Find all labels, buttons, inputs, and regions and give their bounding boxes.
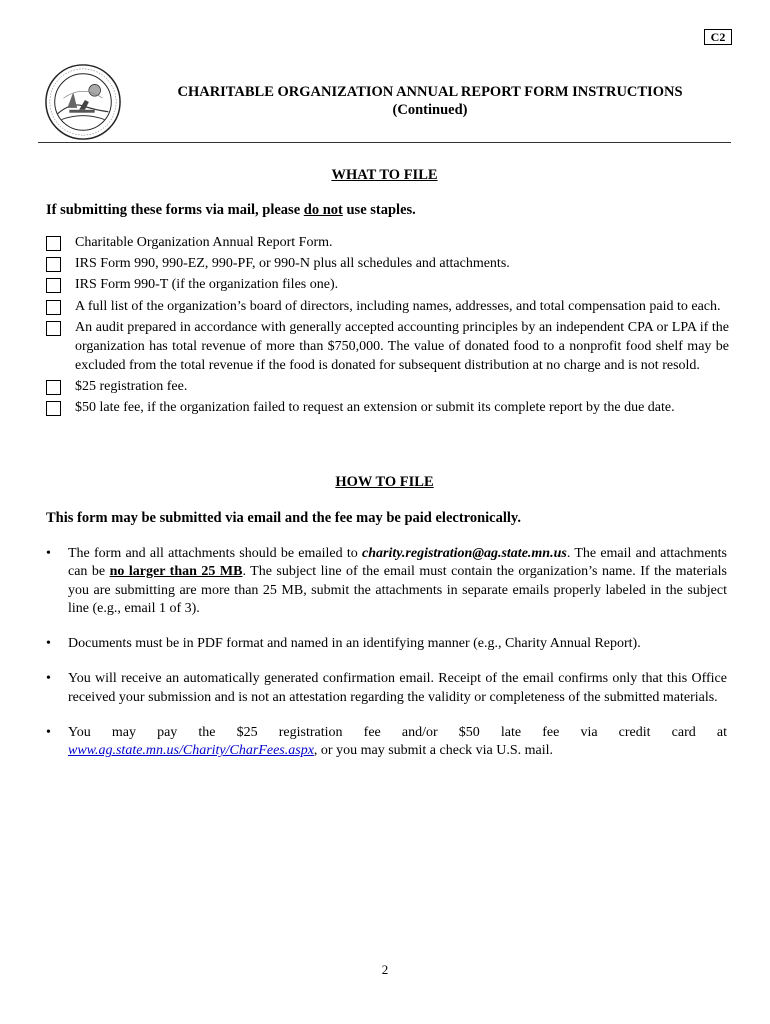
pdf-format-instruction: Documents must be in PDF format and named in an identifying manner (e.g., Charity Annual Report). <box>68 636 641 652</box>
form-title-block <box>150 83 710 119</box>
bullet-icon: • <box>46 671 51 687</box>
bullet-icon: • <box>46 636 51 652</box>
header-divider <box>38 142 731 143</box>
checklist-item <box>46 298 729 317</box>
mail-instruction <box>46 202 416 219</box>
checklist-item <box>46 255 729 274</box>
email-instruction <box>68 545 727 618</box>
checklist-item <box>46 399 729 418</box>
checklist-item-text: $25 registration fee. <box>75 378 188 394</box>
checklist-item-text: $50 late fee, if the organization failed to request an extension or submit its complete report by the due date. <box>75 400 675 416</box>
mail-instruction-after: use staples. <box>342 202 416 218</box>
email-instruction-middle: . The email and attachments can be <box>68 546 727 580</box>
list-item <box>46 724 727 761</box>
payment-instruction-before: You may pay the $25 registration fee and/or $50 late fee via credit card at <box>68 725 727 741</box>
checkbox[interactable] <box>46 380 61 395</box>
checklist-item-text: Charitable Organization Annual Report Form. <box>75 235 333 250</box>
checklist-item <box>46 319 729 376</box>
checklist-item <box>46 234 729 253</box>
bullet-icon: • <box>46 546 51 561</box>
payment-instruction-after: , or you may submit a check via U.S. mail. <box>313 743 554 759</box>
email-instruction-after: . The subject line of the email must contain the organization’s name. If the materials you are submitting are more than 25 MB, submit the attachments in separate emails properly labeled in the subject line (e.g., email 1 of 3). <box>68 564 727 616</box>
fee-payment-link[interactable]: www.ag.state.mn.us/Charity/CharFees.aspx <box>68 743 314 759</box>
email-address-link[interactable]: charity.registration@ag.state.mn.us <box>362 546 567 561</box>
size-limit: no larger than 25 MB <box>109 564 243 580</box>
list-item <box>46 545 727 618</box>
checklist-item <box>46 276 729 295</box>
list-item <box>46 670 727 707</box>
checkbox[interactable] <box>46 321 61 336</box>
state-seal-logo <box>44 63 122 141</box>
page-code-box: C2 <box>704 29 732 45</box>
electronic-instruction: This form may be submitted via email and the fee may be paid electronically. <box>46 510 521 526</box>
checkbox[interactable] <box>46 236 61 251</box>
list-item <box>46 635 727 653</box>
checklist-item-text: An audit prepared in accordance with generally accepted accounting principles by an independent CPA or LPA if the organization has total revenue of more than $750,000. The value of donated food to a nonprofit food shelf may be excluded from the total revenue if the food is donated for subsequent distribution at no charge and is not resold. <box>75 319 729 373</box>
payment-instruction <box>68 724 727 761</box>
mail-instruction-emphasis: do not <box>303 202 343 218</box>
what-to-file-heading: WHAT TO FILE <box>331 167 438 183</box>
email-instruction-before: The form and all attachments should be emailed to <box>68 546 362 561</box>
checkbox[interactable] <box>46 300 61 315</box>
what-to-file-checklist <box>46 234 729 420</box>
bullet-icon: • <box>46 725 51 741</box>
checklist-item-text: IRS Form 990, 990-EZ, 990-PF, or 990-N plus all schedules and attachments. <box>75 256 510 272</box>
page-number: 2 <box>381 962 389 977</box>
form-title: CHARITABLE ORGANIZATION ANNUAL REPORT FORM INSTRUCTIONS <box>177 84 683 100</box>
mail-instruction-before: If submitting these forms via mail, please <box>46 202 304 218</box>
checklist-item-text: IRS Form 990-T (if the organization files one). <box>75 277 339 293</box>
checkbox[interactable] <box>46 401 61 416</box>
form-subtitle: (Continued) <box>392 102 468 118</box>
confirmation-instruction: You will receive an automatically generated confirmation email. Receipt of the email confirms only that this Office received your submission and is not an attestation regarding the validity or completeness of the submitted materials. <box>68 671 727 705</box>
how-to-file-heading: HOW TO FILE <box>335 474 434 490</box>
checklist-item <box>46 378 729 397</box>
checklist-item-text: A full list of the organization’s board of directors, including names, addresses, and total compensation paid to each. <box>75 298 721 314</box>
checkbox[interactable] <box>46 257 61 272</box>
checkbox[interactable] <box>46 278 61 293</box>
how-to-file-list <box>46 545 727 761</box>
